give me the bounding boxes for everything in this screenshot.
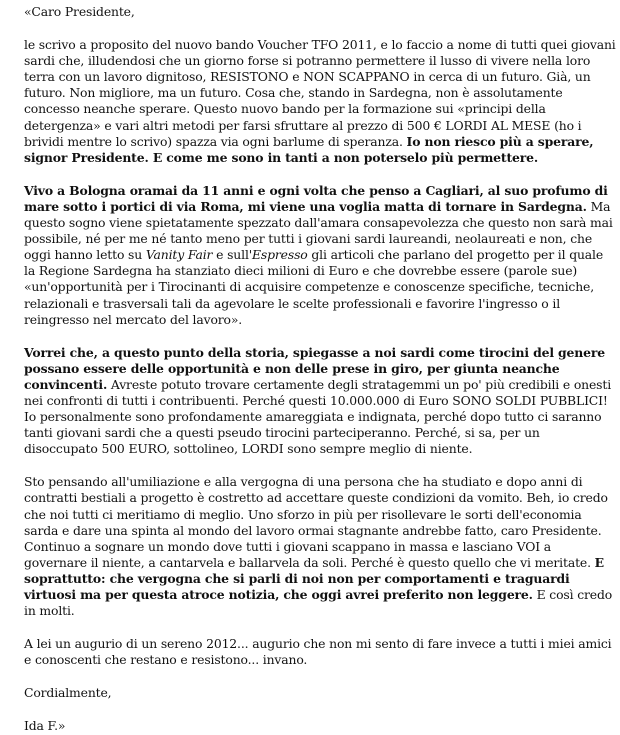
magazine-title-espresso: Espresso [252, 247, 308, 263]
paragraph-text: A lei un augurio di un sereno 2012... augurio che non mi sento di fare invece a tutti i miei amici e conoscenti che restano e resistono... invano. [24, 636, 612, 668]
paragraph-emphasis: E soprattutto: che vergogna che si parli di noi non per comportamenti e traguardi virtuosi ma per questa atroce notizia, che oggi avrei preferito non leggere. [24, 554, 604, 602]
letter-closing: Cordialmente, [24, 685, 112, 701]
magazine-title-vanity-fair: Vanity Fair [145, 247, 213, 263]
paragraph-text: e sull' [212, 247, 253, 263]
letter-greeting: «Caro Presidente, [24, 4, 135, 19]
paragraph-text: gli articoli che parlano del progetto per il quale la Regione Sardegna ha stanziato dieci milioni di Euro e che dovrebbe essere (parole sue) «un'opportunità per i Tirocinanti di acquisire competenze e conoscenze specifiche, tecniche, relazionali e trasversali tali da agevolare le scelte professionali e favorire l'ingresso o il reingresso nel mercato del lavoro». [24, 247, 604, 327]
letter-signature: Ida F.» [24, 718, 66, 734]
paragraph-emphasis: Io non riesco più a sperare, signor Presidente. E come me sono in tanti a non poterselo più permettere. [24, 133, 594, 165]
paragraph-text: Avreste potuto trovare certamente degli stratagemmi un po' più credibili e onesti nei confronti di tutti i contribuenti. Perché questi 10.000.000 di Euro SONO SOLDI PUBBLICI! Io personalmente sono profondamente amareggiata e indignata, perché dopo tutto ci saranno tanti giovani sardi che a questi pseudo tirocini parteciperanno. Perché, si sa, per un disoccupato 500 EURO, sottolineo, LORDI sono sempre meglio di niente. [24, 376, 612, 457]
letter-paragraph-5 [24, 636, 616, 668]
letter-paragraph-1 [24, 37, 616, 166]
paragraph-emphasis: Vivo a Bologna oramai da 11 anni e ogni volta che penso a Cagliari, al suo profumo di mare sotto i portici di via Roma, mi viene una voglia matta di tornare in Sardegna. [24, 182, 608, 214]
letter-paragraph-3 [24, 345, 616, 458]
letter-paragraph-2 [24, 183, 616, 328]
paragraph-text: Ma questo sogno viene spietatamente spezzato dall'amara consapevolezza che questo non sarà mai possibile, né per me né tanto meno per tutti i giovani sardi laureandi, neolaureati e non, che oggi hanno letto su [24, 198, 613, 263]
paragraph-text: E così credo in molti. [24, 587, 613, 619]
paragraph-text: Sto pensando all'umiliazione e alla vergogna di una persona che ha studiato e dopo anni di contratti bestiali a progetto è costretto ad accettare queste condizioni da vomito. Beh, io credo che noi tutti ci meritiamo di meglio. Uno sforzo in più per risollevare le sorti dell'economia sarda e dare una spinta al mondo del lavoro ormai stagnante andrebbe fatto, caro Presidente. Continuo a sognare un mondo dove tutti i giovani scappano in massa e lasciano VOI a governare il niente, a cantarvela e ballarvela da soli. Perché è questo quello che vi meritate. [24, 474, 608, 570]
paragraph-text: le scrivo a proposito del nuovo bando Voucher TFO 2011, e lo faccio a nome di tutti quei giovani sardi che, illudendosi che un giorno forse si potranno permettere il lusso di vivere nella loro terra con un lavoro dignitoso, RESISTONO e NON SCAPPANO in cerca di un futuro. Già, un futuro. Non migliore, ma un futuro. Cosa che, stando in Sardegna, non è assolutamente concesso neanche sperare. Questo nuovo bando per la formazione sui «principi della detergenza» e vari altri metodi per farsi sfruttare al prezzo di 500 € LORDI AL MESE (ho i brividi mentre lo scrivo) spazza via ogni barlume di speranza. [24, 37, 616, 149]
paragraph-emphasis: Vorrei che, a questo punto della storia, spiegasse a noi sardi come tirocini del genere possano essere delle opportunità e non delle prese in giro, per giunta neanche convincenti. [24, 344, 605, 392]
letter-body [24, 4, 616, 735]
letter-paragraph-4 [24, 474, 616, 619]
